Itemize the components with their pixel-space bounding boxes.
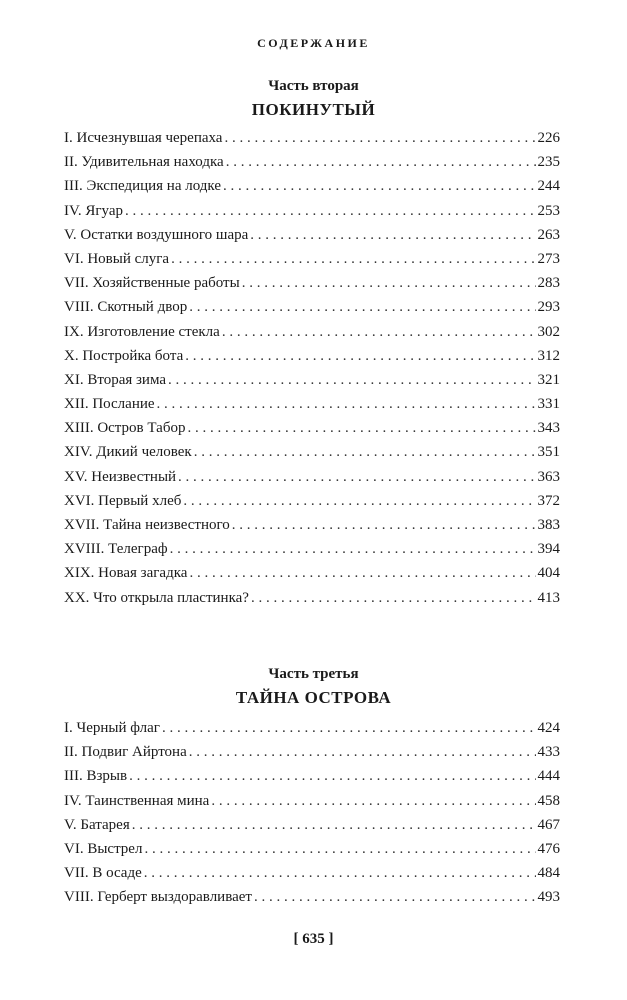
page-number: [ 635 ] (293, 931, 334, 947)
chapter-page-number: 351 (537, 444, 560, 461)
toc-entry (64, 465, 560, 489)
chapter-page-number: 312 (537, 347, 560, 364)
dot-leader (242, 271, 536, 295)
dot-leader (168, 368, 536, 392)
chapter-title: X. Постройка бота (64, 347, 184, 364)
chapter-title: XI. Вторая зима (64, 371, 166, 388)
chapter-title: VIII. Герберт выздоравливает (64, 889, 252, 906)
chapter-title: XIV. Дикий человек (64, 444, 192, 461)
dot-leader (171, 247, 535, 271)
chapter-title: II. Подвиг Айртона (64, 744, 187, 761)
toc-entry (64, 489, 560, 513)
chapter-title: I. Исчезнувшая черепаха (64, 130, 223, 146)
chapter-title: IV. Ягуар (64, 202, 124, 219)
toc-part-three (64, 716, 560, 910)
toc-entry (64, 174, 560, 198)
chapter-title: VII. Хозяйственные работы (64, 275, 240, 292)
toc-entry (64, 561, 560, 585)
part-two-title: ПОКИНУТЫЙ (251, 100, 376, 119)
toc-entry (64, 586, 560, 610)
chapter-title: XX. Что открыла пластинка? (64, 589, 249, 606)
part-three-title: ТАЙНА ОСТРОВА (235, 688, 392, 707)
dot-leader (144, 837, 535, 861)
toc-entry (64, 764, 560, 788)
chapter-title: II. Удивительная находка (64, 154, 224, 171)
chapter-page-number: 302 (537, 323, 560, 340)
chapter-title: XVI. Первый хлеб (64, 492, 182, 509)
running-head: СОДЕРЖАНИЕ (257, 36, 370, 50)
toc-entry (64, 150, 560, 174)
dot-leader (189, 295, 535, 319)
chapter-page-number: 444 (537, 768, 560, 785)
chapter-page-number: 467 (537, 816, 560, 833)
dot-leader (125, 199, 535, 223)
chapter-page-number: 273 (537, 250, 560, 267)
chapter-page-number: 458 (537, 792, 560, 809)
chapter-page-number: 235 (537, 154, 560, 171)
dot-leader (223, 174, 535, 198)
chapter-page-number: 283 (537, 275, 560, 292)
chapter-title: XIX. Новая загадка (64, 565, 188, 582)
chapter-page-number: 433 (537, 744, 560, 761)
dot-leader (222, 320, 536, 344)
dot-leader (170, 537, 536, 561)
dot-leader (187, 416, 535, 440)
chapter-page-number: 263 (537, 226, 560, 243)
chapter-page-number: 293 (537, 299, 560, 316)
chapter-title: XIII. Остров Табор (64, 420, 186, 437)
dot-leader (183, 489, 535, 513)
chapter-title: III. Экспедиция на лодке (64, 178, 222, 195)
toc-entry (64, 368, 560, 392)
chapter-title: V. Остатки воздушного шара (64, 226, 249, 243)
dot-leader (157, 392, 536, 416)
part-three-label: Часть третья (268, 666, 359, 682)
chapter-title: I. Черный флаг (64, 720, 160, 736)
toc-entry (64, 247, 560, 271)
chapter-page-number: 404 (537, 565, 560, 582)
toc-entry (64, 716, 560, 740)
chapter-page-number: 484 (537, 865, 560, 882)
chapter-page-number: 343 (537, 420, 560, 437)
toc-entry (64, 416, 560, 440)
toc-entry (64, 271, 560, 295)
toc-entry (64, 789, 560, 813)
dot-leader (211, 789, 535, 813)
toc-entry (64, 126, 560, 150)
chapter-page-number: 331 (537, 396, 560, 413)
dot-leader (129, 764, 535, 788)
chapter-title: VI. Новый слуга (64, 250, 170, 267)
toc-entry (64, 513, 560, 537)
chapter-title: III. Взрыв (64, 768, 128, 785)
dot-leader (189, 740, 536, 764)
toc-part-two (64, 126, 560, 610)
chapter-page-number: 321 (537, 371, 560, 388)
chapter-page-number: 493 (537, 889, 560, 906)
dot-leader (250, 223, 535, 247)
chapter-title: XVIII. Телеграф (64, 541, 168, 558)
dot-leader (162, 716, 536, 740)
toc-entry (64, 861, 560, 885)
toc-entry (64, 813, 560, 837)
chapter-title: VIII. Скотный двор (64, 299, 188, 316)
dot-leader (232, 513, 536, 537)
dot-leader (132, 813, 536, 837)
toc-entry (64, 295, 560, 319)
chapter-title: IX. Изготовление стекла (64, 323, 220, 340)
dot-leader (224, 126, 535, 150)
chapter-title: XII. Послание (64, 396, 155, 413)
chapter-page-number: 413 (537, 589, 560, 606)
chapter-page-number: 383 (537, 517, 560, 533)
toc-entry (64, 223, 560, 247)
part-two-label: Часть вторая (268, 78, 359, 94)
toc-entry (64, 740, 560, 764)
dot-leader (189, 561, 535, 585)
chapter-page-number: 372 (537, 492, 560, 509)
toc-entry (64, 837, 560, 861)
chapter-page-number: 476 (537, 840, 560, 857)
chapter-page-number: 363 (537, 468, 560, 485)
chapter-title: XVII. Тайна неизвестного (64, 517, 230, 533)
toc-entry (64, 344, 560, 368)
dot-leader (226, 150, 536, 174)
dot-leader (178, 465, 535, 489)
dot-leader (254, 885, 536, 909)
chapter-page-number: 253 (537, 202, 560, 219)
chapter-title: VII. В осаде (64, 865, 142, 882)
chapter-page-number: 244 (537, 178, 560, 195)
toc-entry (64, 392, 560, 416)
toc-entry (64, 440, 560, 464)
dot-leader (185, 344, 535, 368)
chapter-title: V. Батарея (64, 816, 130, 833)
toc-entry (64, 885, 560, 909)
chapter-title: XV. Неизвестный (64, 468, 177, 485)
chapter-page-number: 226 (537, 130, 560, 146)
toc-entry (64, 537, 560, 561)
dot-leader (251, 586, 536, 610)
chapter-page-number: 424 (537, 720, 560, 736)
chapter-title: IV. Таинственная мина (64, 792, 210, 809)
chapter-title: VI. Выстрел (64, 840, 143, 857)
chapter-page-number: 394 (537, 541, 560, 558)
dot-leader (144, 861, 536, 885)
toc-entry (64, 320, 560, 344)
dot-leader (194, 440, 536, 464)
toc-entry (64, 199, 560, 223)
